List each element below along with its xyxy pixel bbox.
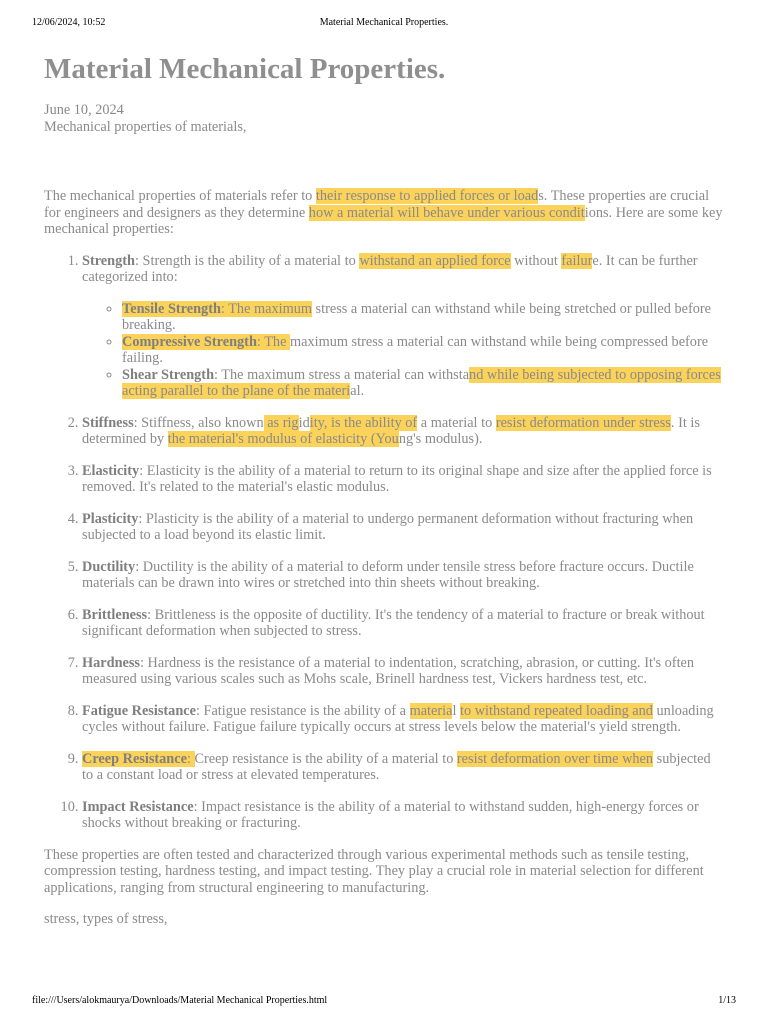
list-item-brittleness: [82, 607, 724, 640]
item-text: . It is determined by: [82, 414, 700, 447]
print-footer: [32, 995, 736, 1009]
item-text: : The: [256, 333, 290, 350]
term: Elasticity: [82, 462, 140, 479]
sublist-item-tensile: [122, 301, 724, 334]
page-number: 1/13: [718, 995, 736, 1006]
item-text: : Elasticity is the ability of a material to return to its original shape and size after the applied force is removed. It's related to the material's elastic modulus.: [82, 462, 712, 495]
term: Stiffness: [82, 414, 134, 431]
item-text: subjected to a constant load or stress at elevated temperatures.: [82, 750, 711, 783]
highlight: [82, 751, 195, 767]
highlight: to withstand repeated loading and: [460, 702, 653, 719]
document-subtitle: Mechanical properties of materials,: [44, 119, 247, 135]
highlight: how a material will behave under various condit: [308, 204, 585, 221]
item-text: :: [186, 750, 195, 767]
page-title: Material Mechanical Properties.: [44, 53, 446, 85]
highlight: [122, 301, 312, 317]
item-text: ng's modulus).: [398, 431, 483, 447]
item-text: e. It can be further categorized into:: [82, 252, 698, 285]
document-meta: [44, 102, 724, 136]
highlight: materia: [409, 702, 453, 719]
list-item-plasticity: [82, 511, 724, 544]
highlight: [122, 334, 290, 350]
highlight: their response to applied forces or load: [315, 188, 539, 204]
list-item-fatigue-resistance: [82, 703, 724, 736]
item-text: : The maximum stress a material can withsta: [214, 366, 470, 383]
term: Compressive Strength: [122, 333, 257, 350]
term: Strength: [82, 252, 135, 269]
term: Impact Resistance: [82, 798, 194, 815]
term: Brittleness: [82, 606, 148, 623]
term: Creep Resistance: [82, 750, 187, 767]
item-text: : Brittleness is the opposite of ductility. It's the tendency of a material to fracture or break without significant deformation when subjected to stress.: [82, 606, 705, 639]
file-path: file:///Users/alokmaurya/Downloads/Material Mechanical Properties.html: [32, 995, 328, 1006]
print-title: Material Mechanical Properties.: [319, 17, 449, 28]
list-item-hardness: [82, 655, 724, 688]
intro-text: s. These properties are crucial for engineers and designers as they determine: [44, 188, 710, 221]
item-text: maximum stress a material can withstand while being compressed before failing.: [122, 333, 709, 366]
term: Tensile Strength: [122, 300, 221, 317]
highlight: resist deformation under stress: [495, 414, 671, 431]
item-text: Creep resistance is the ability of a material to: [194, 750, 457, 767]
highlight: withstand an applied force: [359, 252, 511, 269]
item-text: : Stiffness, also known: [133, 414, 264, 431]
item-text: stress a material can withstand while being stretched or pulled before breaking.: [122, 300, 711, 333]
intro-text: ions. Here are some key mechanical properties:: [44, 204, 723, 237]
highlight: nd while being subjected to opposing forces acting parallel to the plane of the materi: [122, 366, 721, 399]
list-item-stiffness: [82, 415, 724, 448]
item-text: l: [452, 702, 460, 719]
document-date: June 10, 2024: [44, 102, 124, 118]
item-text: unloading cycles without failure. Fatigue failure typically occurs at stress levels below the material's yield strength.: [82, 702, 714, 735]
properties-list: [44, 253, 724, 832]
list-item-strength: [82, 253, 724, 400]
item-text: : The maximum: [220, 300, 312, 317]
list-item-ductility: [82, 559, 724, 592]
term: Ductility: [82, 558, 136, 575]
item-text: : Strength is the ability of a material to: [134, 252, 360, 269]
intro-paragraph: [44, 188, 724, 238]
tags-line: stress, types of stress,: [44, 911, 168, 927]
document-body: [44, 50, 724, 928]
sublist-item-compressive: [122, 334, 724, 367]
print-header: [32, 17, 736, 31]
item-text: al.: [350, 383, 365, 399]
sublist-item-shear: [122, 367, 724, 400]
item-text: : Plasticity is the ability of a material to undergo permanent deformation without fracturing when subjected to a load beyond its elastic limit.: [82, 510, 694, 543]
highlight: failur: [561, 252, 593, 269]
strength-sublist: [82, 301, 724, 400]
highlight: as rig: [263, 414, 299, 431]
term: Fatigue Resistance: [82, 702, 196, 719]
item-text: without: [510, 252, 562, 269]
item-text: a material to: [417, 414, 496, 431]
list-item-creep-resistance: [82, 751, 724, 784]
closing-paragraph: These properties are often tested and characterized through various experimental methods such as tensile testing, compression testing, hardness testing, and impact testing. They play a crucial role in material selection for different applications, ranging from structural engineering to manufacturing.: [44, 846, 704, 896]
list-item-impact-resistance: [82, 799, 724, 832]
item-text: : Fatigue resistance is the ability of a: [195, 702, 410, 719]
term: Hardness: [82, 654, 140, 671]
intro-text: The mechanical properties of materials refer to: [44, 188, 316, 204]
term: Plasticity: [82, 510, 139, 527]
highlight: ity, is the ability of: [309, 414, 418, 431]
item-text: : Ductility is the ability of a material to deform under tensile stress before fracture occurs. Ductile materials can be drawn into wires or stretched into thin sheets without breaking.: [82, 558, 694, 591]
item-text: : Impact resistance is the ability of a material to withstand sudden, high-energy forces or shocks without breaking or fracturing.: [82, 798, 699, 831]
item-text: id: [298, 414, 310, 431]
item-text: : Hardness is the resistance of a material to indentation, scratching, abrasion, or cutting. It's often measured using various scales such as Mohs scale, Brinell hardness test, Vickers hardness test, etc.: [82, 654, 695, 687]
list-item-elasticity: [82, 463, 724, 496]
print-datetime: 12/06/2024, 10:52: [32, 17, 106, 28]
term: Shear Strength: [122, 366, 215, 383]
highlight: the material's modulus of elasticity (You: [167, 431, 399, 447]
highlight: resist deformation over time when: [456, 750, 654, 767]
